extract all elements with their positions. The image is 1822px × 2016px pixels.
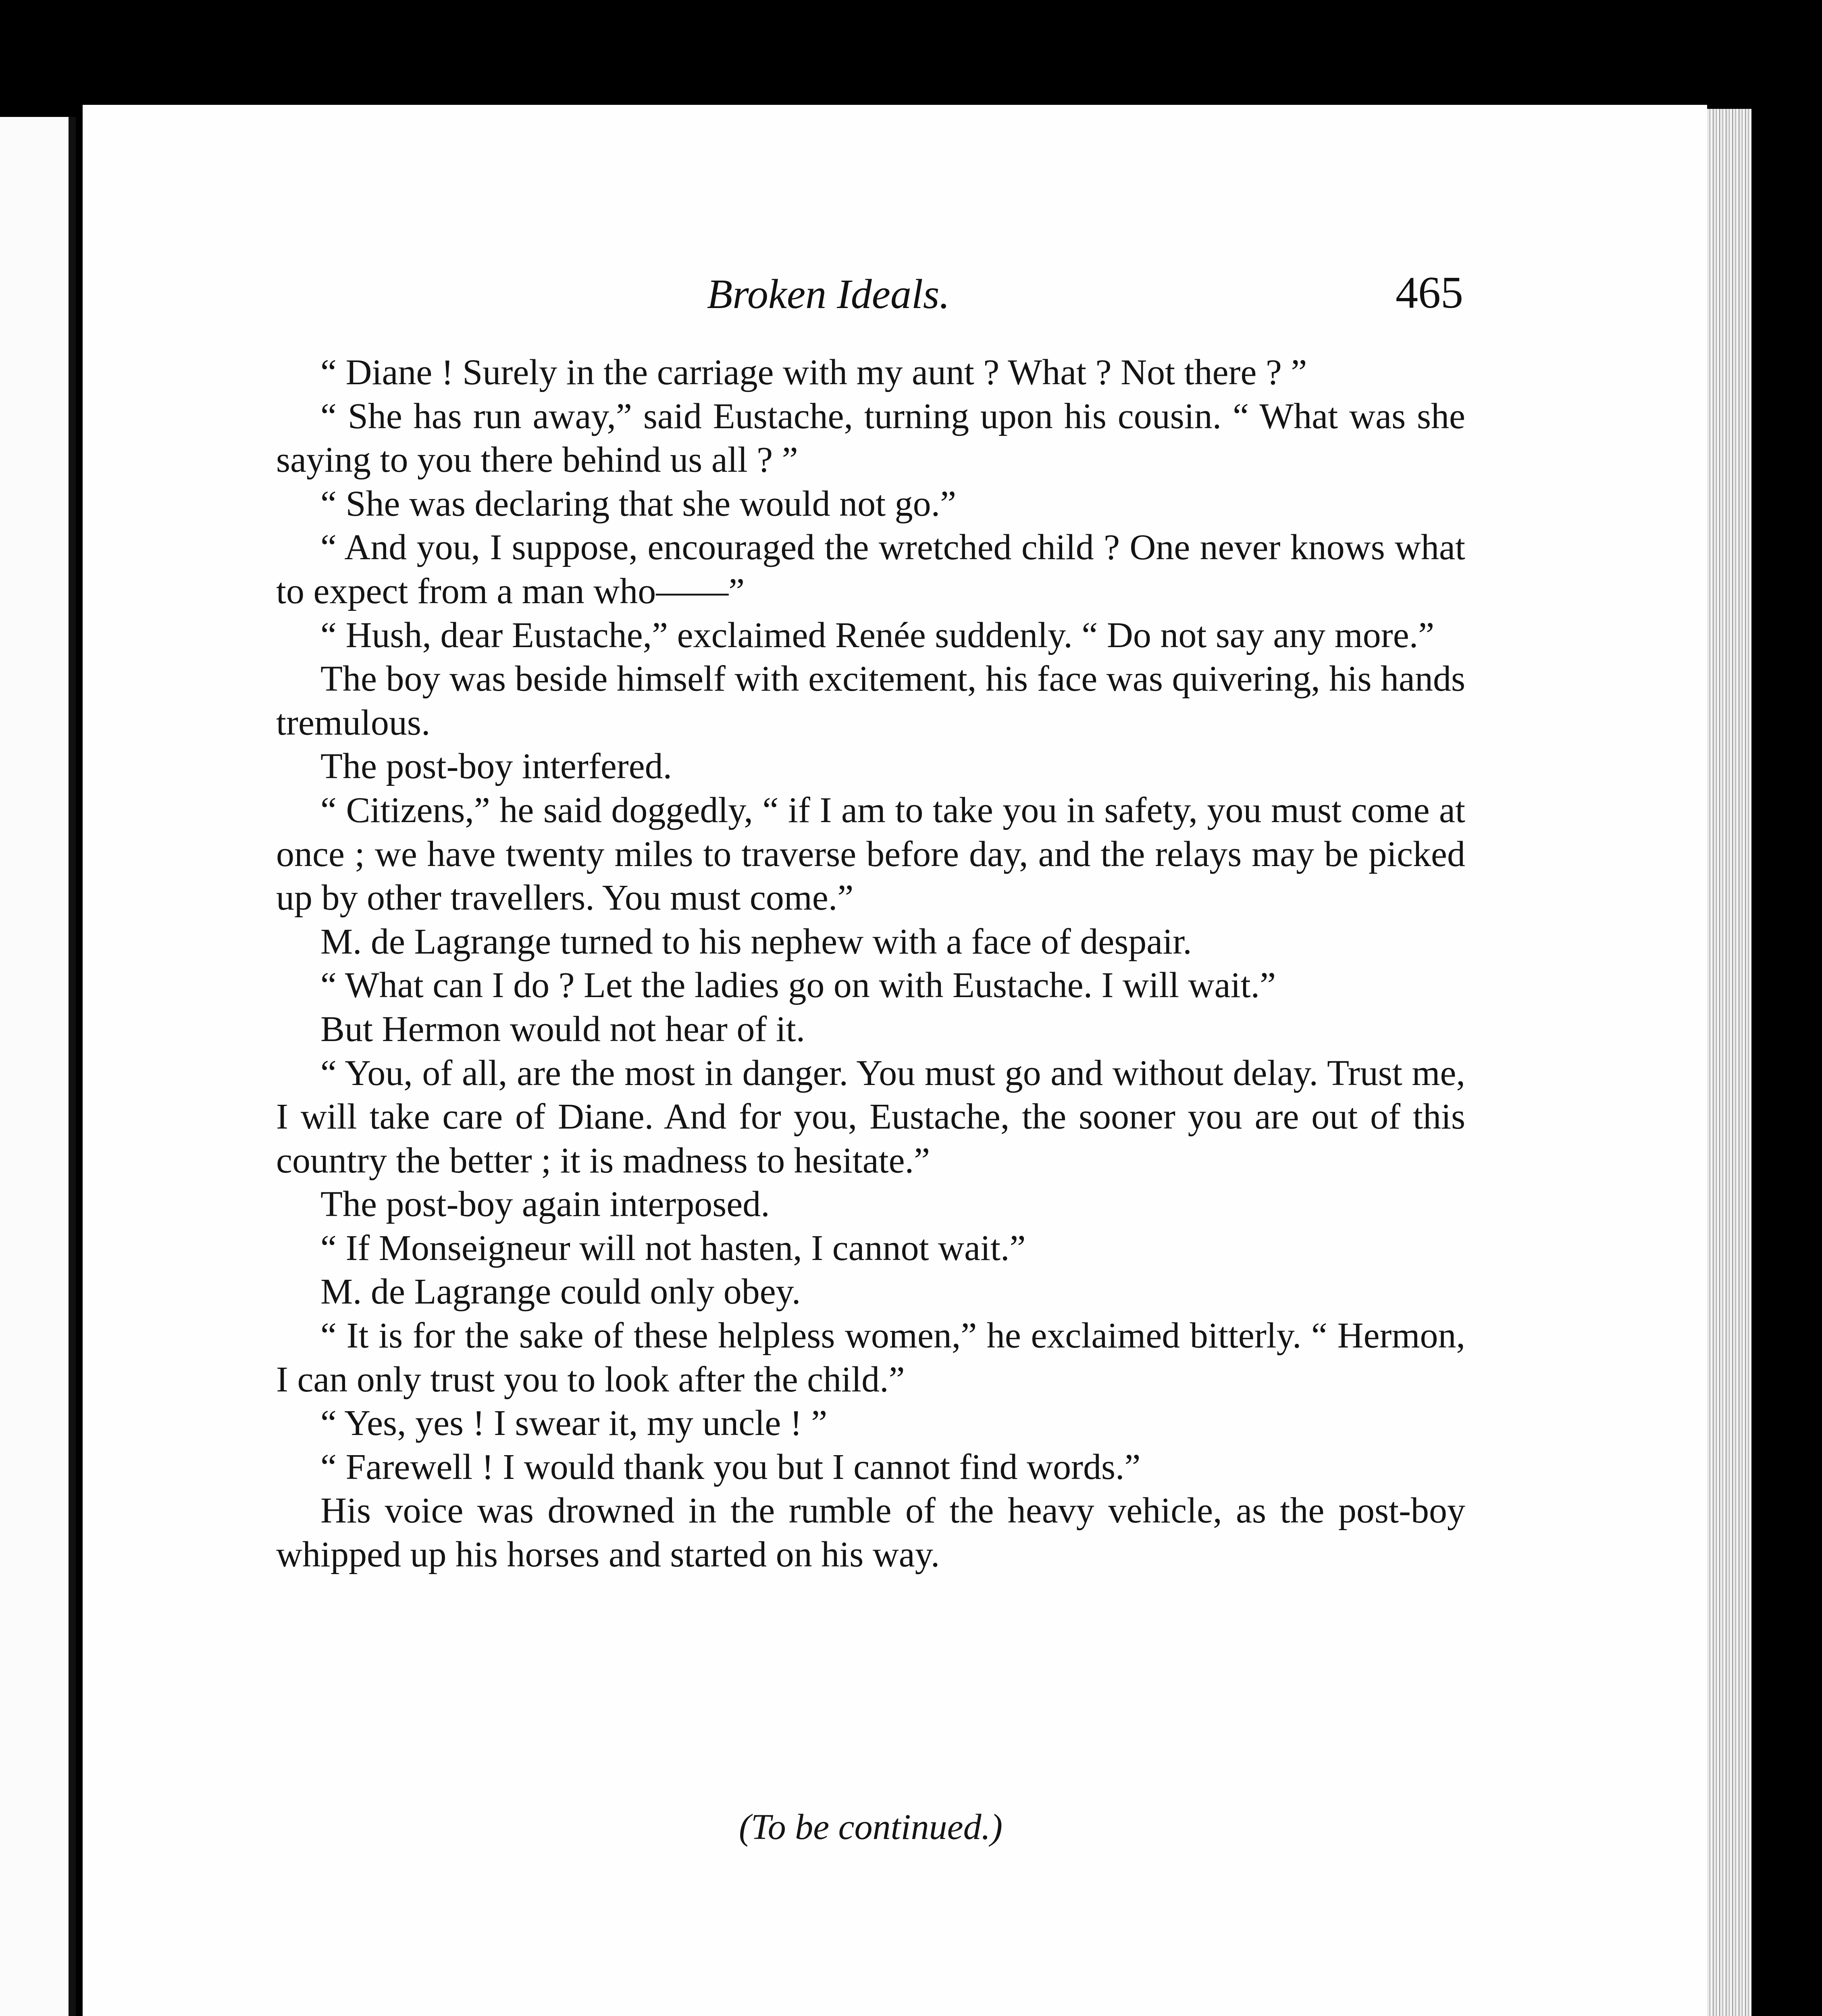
paragraph: “ She was declaring that she would not go.” (320, 483, 957, 524)
paragraph: The boy was beside himself with excitement, his face was quivering, his hands tremulous. (276, 659, 1465, 743)
to-be-continued: (To be continued.) (738, 1807, 1003, 1847)
paragraph: “ It is for the sake of these helpless women,” he exclaimed bitterly. “ Hermon, I can only trust you to look after the child.” (276, 1316, 1465, 1400)
paragraph: His voice was drowned in the rumble of the heavy vehicle, as the post-boy whipped up his horses and started on his way. (276, 1491, 1465, 1575)
paragraph: M. de Lagrange turned to his nephew with a face of despair. (320, 921, 1192, 962)
paragraph: “ She has run away,” said Eustache, turning upon his cousin. “ What was she saying to you there behind us all ? ” (276, 396, 1465, 480)
paragraph: But Hermon would not hear of it. (320, 1009, 805, 1049)
paragraph: The post-boy interfered. (320, 746, 672, 787)
paragraph: “ Farewell ! I would thank you but I cannot find words.” (320, 1447, 1141, 1487)
paragraph: “ Diane ! Surely in the carriage with my aunt ? What ? Not there ? ” (320, 352, 1307, 392)
paragraph: “ You, of all, are the most in danger. You must go and without delay. Trust me, I will take care of Diane. And for you, Eustache, the sooner you are out of this country the better ; it is madness to hesitate.” (276, 1053, 1465, 1181)
facing-page-edge (0, 117, 76, 2016)
paragraph: “ Yes, yes ! I swear it, my uncle ! ” (320, 1403, 828, 1443)
body-text (276, 351, 1465, 1577)
paragraph: “ Hush, dear Eustache,” exclaimed Renée suddenly. “ Do not say any more.” (320, 615, 1435, 655)
paragraph: “ Citizens,” he said doggedly, “ if I am to take you in safety, you must come at once ; we have twenty miles to traverse before day, and the relays may be picked up by other travellers. You must come.” (276, 790, 1465, 918)
running-head (193, 270, 1463, 323)
page-number: 465 (1396, 268, 1463, 318)
paragraph: “ And you, I suppose, encouraged the wretched child ? One never knows what to expect from a man who——” (276, 527, 1465, 611)
paragraph: “ What can I do ? Let the ladies go on with Eustache. I will wait.” (320, 965, 1276, 1006)
page-stack-edge (1707, 109, 1751, 2016)
paragraph: The post-boy again interposed. (320, 1184, 770, 1225)
paragraph: M. de Lagrange could only obey. (320, 1272, 801, 1312)
running-head-title: Broken Ideals. (707, 271, 950, 317)
paragraph: “ If Monseigneur will not hasten, I cannot wait.” (320, 1228, 1026, 1268)
